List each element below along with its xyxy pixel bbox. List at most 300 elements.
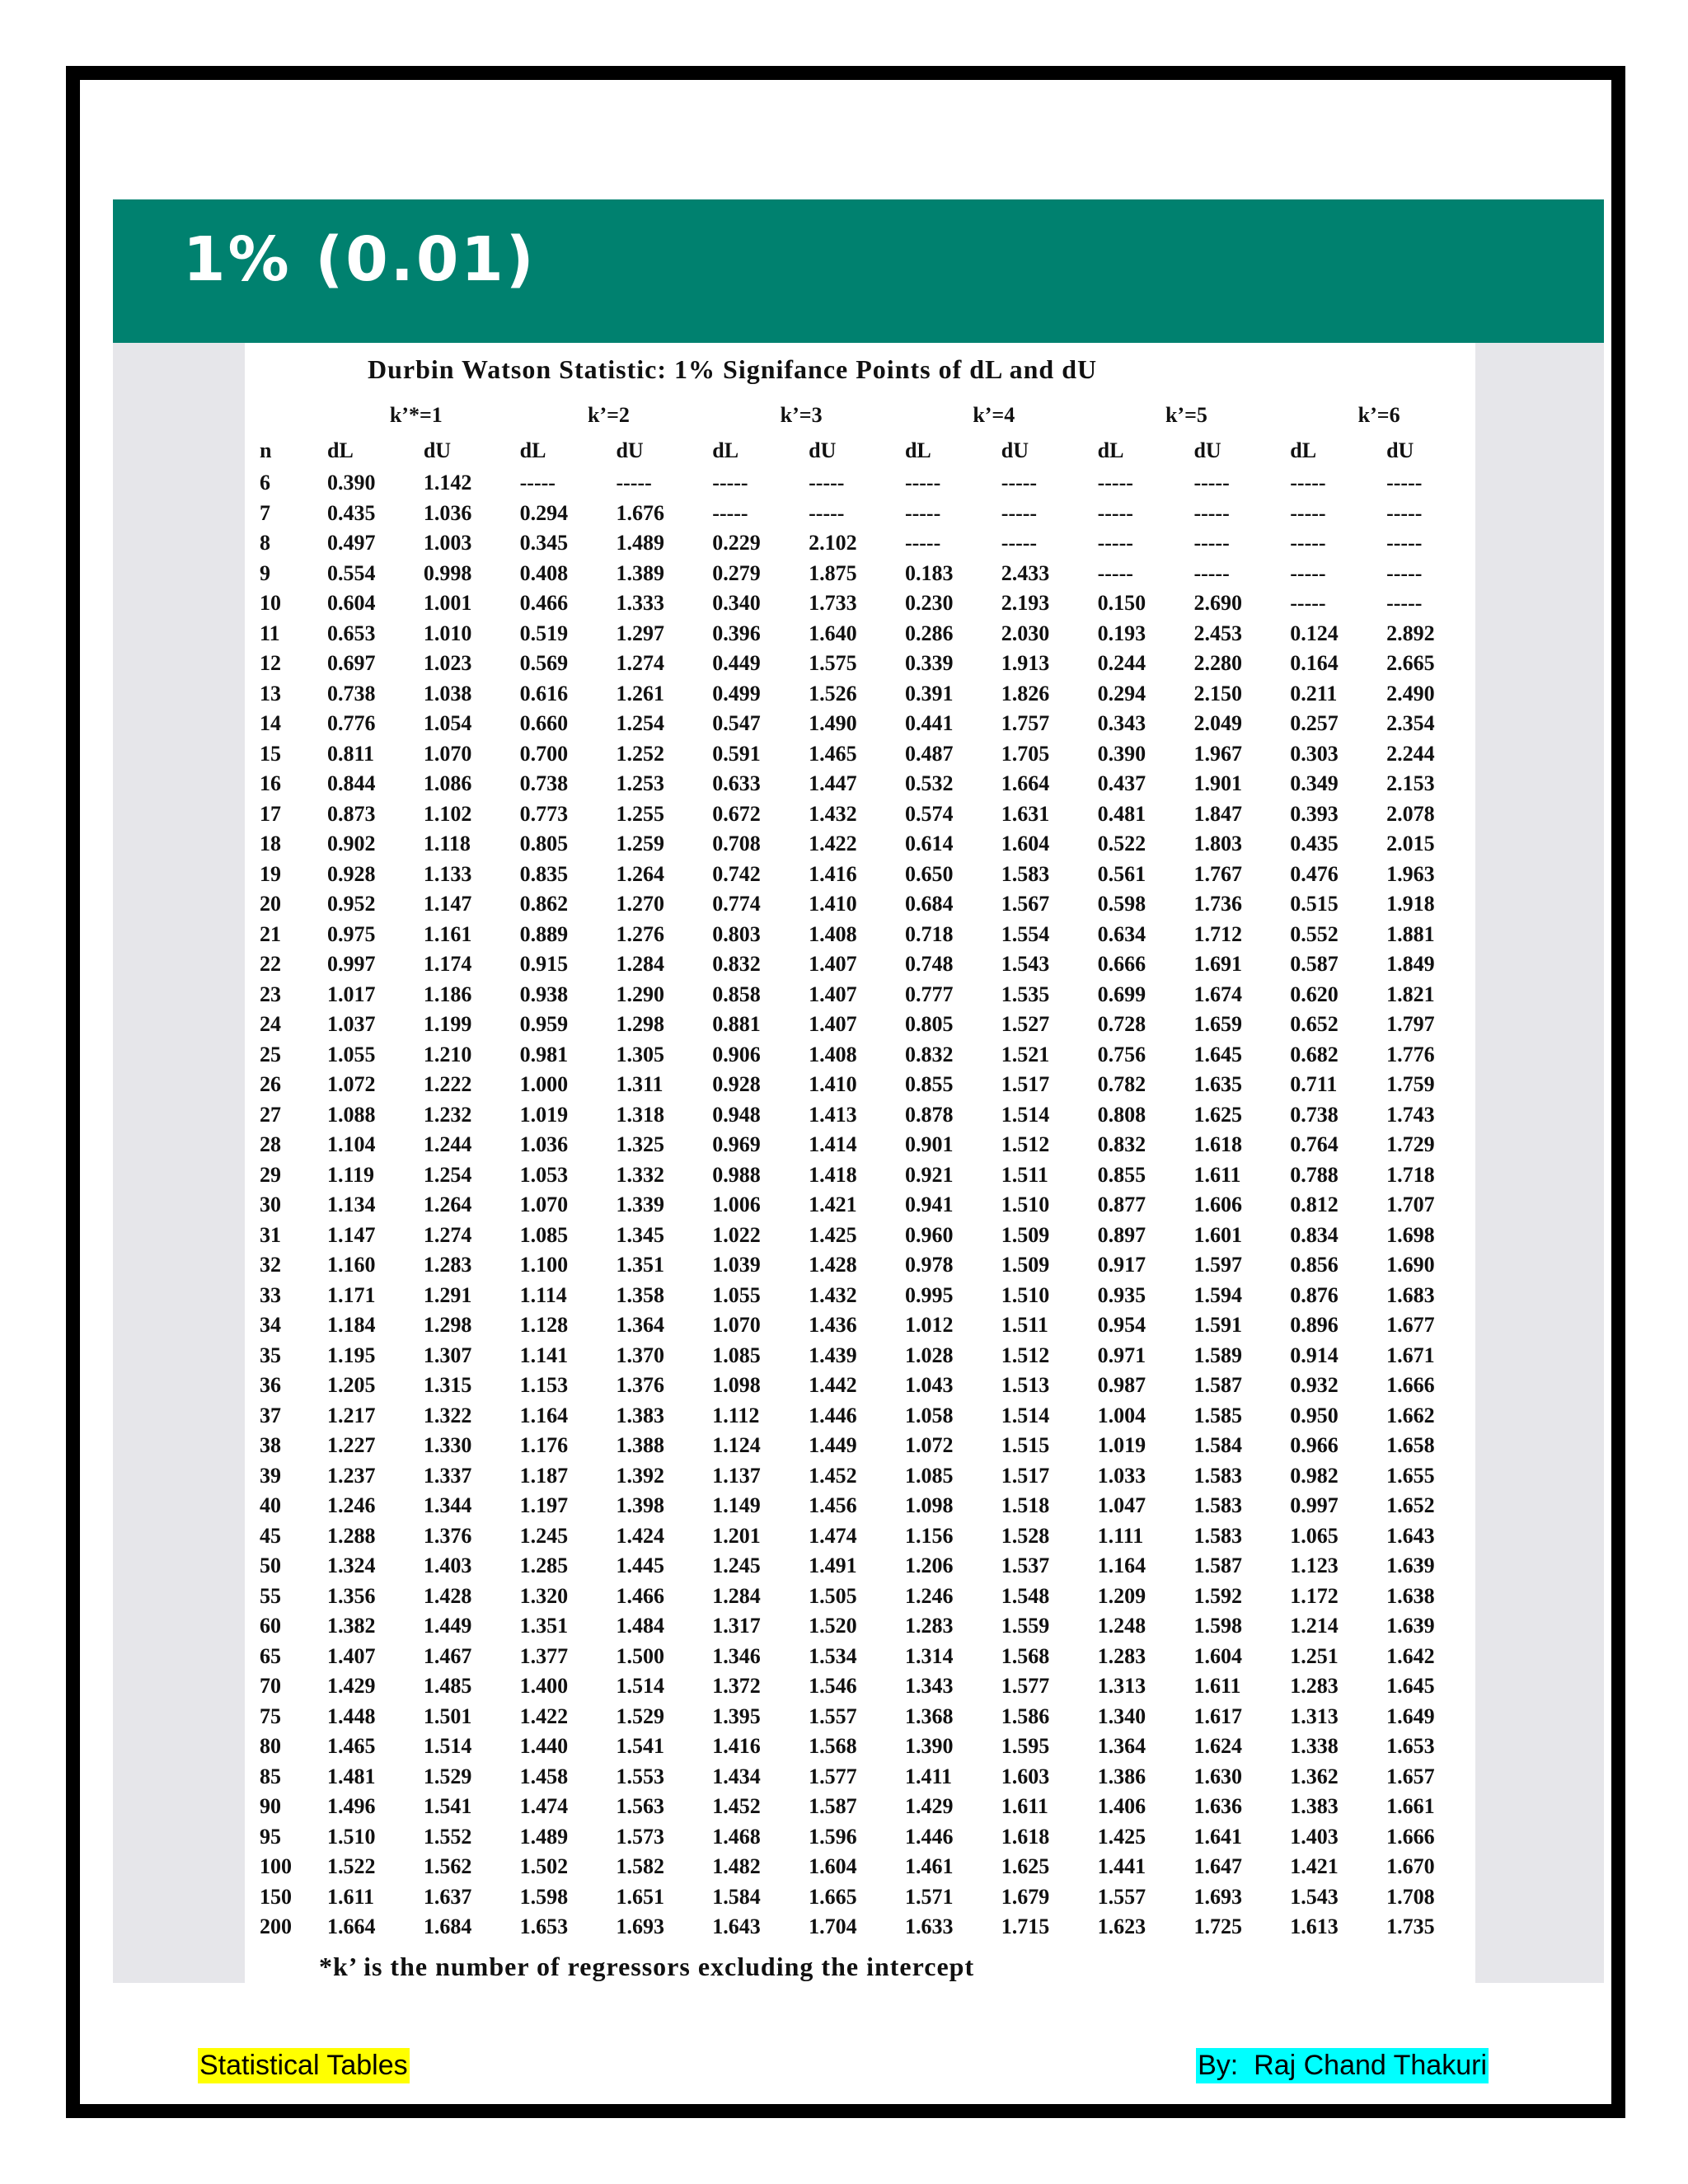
value-cell: 0.835 bbox=[519, 861, 569, 886]
value-cell: 0.876 bbox=[1290, 1282, 1339, 1307]
value-cell: 0.396 bbox=[712, 621, 761, 645]
value-cell: 1.036 bbox=[519, 1132, 569, 1157]
value-cell: 1.718 bbox=[1386, 1162, 1435, 1187]
value-cell: 1.693 bbox=[1193, 1884, 1242, 1909]
value-cell: 1.017 bbox=[326, 982, 376, 1006]
value-cell: 1.514 bbox=[1001, 1102, 1050, 1127]
value-cell: 1.246 bbox=[904, 1583, 954, 1608]
value-cell: 0.487 bbox=[904, 741, 954, 766]
value-cell: 1.439 bbox=[809, 1343, 857, 1367]
value-cell: 1.276 bbox=[616, 921, 664, 946]
value-cell: 1.283 bbox=[1097, 1643, 1146, 1668]
value-cell: 1.535 bbox=[1001, 982, 1050, 1006]
footer-left-label: Statistical Tables bbox=[198, 2048, 410, 2083]
value-cell: 1.088 bbox=[326, 1102, 376, 1127]
value-cell: 1.039 bbox=[712, 1253, 761, 1277]
value-cell: ----- bbox=[809, 500, 845, 525]
value-cell: 1.963 bbox=[1386, 861, 1435, 886]
value-cell: 1.053 bbox=[519, 1162, 569, 1187]
value-cell: 1.665 bbox=[809, 1884, 857, 1909]
value-cell: 0.921 bbox=[904, 1162, 954, 1187]
value-cell: 0.805 bbox=[519, 832, 569, 856]
row-n-cell: 36 bbox=[260, 1373, 281, 1398]
value-cell: 1.693 bbox=[616, 1915, 664, 1939]
value-cell: 1.001 bbox=[423, 591, 472, 616]
value-cell: 1.237 bbox=[326, 1463, 376, 1488]
value-cell: 1.264 bbox=[616, 861, 664, 886]
value-cell: 0.873 bbox=[326, 801, 376, 826]
value-cell: 1.481 bbox=[326, 1764, 376, 1788]
value-cell: 0.975 bbox=[326, 921, 376, 946]
value-cell: 0.532 bbox=[904, 771, 954, 796]
value-cell: 2.153 bbox=[1386, 771, 1435, 796]
value-cell: 1.407 bbox=[326, 1643, 376, 1668]
value-cell: 1.389 bbox=[616, 560, 664, 585]
column-header: n bbox=[260, 438, 272, 462]
value-cell: 1.343 bbox=[904, 1674, 954, 1699]
value-cell: 1.776 bbox=[1386, 1042, 1435, 1066]
table-row bbox=[253, 528, 1475, 559]
value-cell: 1.416 bbox=[712, 1734, 761, 1759]
value-cell: 1.403 bbox=[1290, 1824, 1339, 1849]
value-cell: 1.510 bbox=[1001, 1193, 1050, 1217]
row-n-cell: 80 bbox=[260, 1734, 281, 1759]
k-header-row bbox=[253, 397, 1475, 434]
value-cell: 1.047 bbox=[1097, 1493, 1146, 1518]
value-cell: 1.733 bbox=[809, 591, 857, 616]
value-cell: 1.563 bbox=[616, 1794, 664, 1819]
value-cell: 0.915 bbox=[519, 952, 569, 977]
table-row bbox=[253, 559, 1475, 589]
value-cell: 0.150 bbox=[1097, 591, 1146, 616]
value-cell: 0.832 bbox=[904, 1042, 954, 1066]
value-cell: ----- bbox=[904, 531, 941, 555]
value-cell: 1.662 bbox=[1386, 1403, 1435, 1427]
value-cell: 1.019 bbox=[519, 1102, 569, 1127]
value-cell: 1.803 bbox=[1193, 832, 1242, 856]
value-cell: 1.252 bbox=[616, 741, 664, 766]
value-cell: 1.187 bbox=[519, 1463, 569, 1488]
value-cell: ----- bbox=[1290, 591, 1326, 616]
table-row bbox=[253, 1732, 1475, 1762]
page-title: 1% (0.01) bbox=[183, 224, 537, 295]
value-cell: 1.671 bbox=[1386, 1343, 1435, 1367]
row-n-cell: 39 bbox=[260, 1463, 281, 1488]
value-cell: 1.568 bbox=[1001, 1643, 1050, 1668]
value-cell: 1.500 bbox=[616, 1643, 664, 1668]
value-cell: 1.407 bbox=[809, 952, 857, 977]
row-n-cell: 40 bbox=[260, 1493, 281, 1518]
row-n-cell: 29 bbox=[260, 1162, 281, 1187]
value-cell: 0.805 bbox=[904, 1012, 954, 1037]
value-cell: ----- bbox=[712, 471, 748, 495]
value-cell: 1.603 bbox=[1001, 1764, 1050, 1788]
table-row bbox=[253, 1611, 1475, 1642]
value-cell: 1.587 bbox=[1193, 1554, 1242, 1578]
value-cell: 0.682 bbox=[1290, 1042, 1339, 1066]
value-cell: 1.704 bbox=[809, 1915, 857, 1939]
column-header: dU bbox=[616, 438, 644, 462]
value-cell: 1.320 bbox=[519, 1583, 569, 1608]
value-cell: 0.897 bbox=[1097, 1222, 1146, 1247]
value-cell: 1.502 bbox=[519, 1854, 569, 1879]
table-row bbox=[253, 1070, 1475, 1100]
value-cell: 1.797 bbox=[1386, 1012, 1435, 1037]
value-cell: 1.434 bbox=[712, 1764, 761, 1788]
value-cell: 1.449 bbox=[809, 1433, 857, 1458]
value-cell: 1.529 bbox=[616, 1704, 664, 1728]
value-cell: 0.928 bbox=[712, 1072, 761, 1097]
value-cell: 1.313 bbox=[1097, 1674, 1146, 1699]
value-cell: ----- bbox=[1193, 471, 1230, 495]
value-cell: 1.072 bbox=[326, 1072, 376, 1097]
table-row bbox=[253, 769, 1475, 799]
value-cell: ----- bbox=[519, 471, 556, 495]
value-cell: ----- bbox=[1386, 591, 1423, 616]
value-cell: 1.757 bbox=[1001, 711, 1050, 736]
value-cell: 1.161 bbox=[423, 921, 472, 946]
value-cell: 0.303 bbox=[1290, 741, 1339, 766]
value-cell: 1.554 bbox=[1001, 921, 1050, 946]
row-n-cell: 32 bbox=[260, 1253, 281, 1277]
value-cell: ----- bbox=[1097, 560, 1133, 585]
right-margin-panel bbox=[1475, 343, 1604, 1983]
table-row bbox=[253, 1551, 1475, 1582]
value-cell: 1.637 bbox=[423, 1884, 472, 1909]
value-cell: 1.141 bbox=[519, 1343, 569, 1367]
value-cell: 1.332 bbox=[616, 1162, 664, 1187]
row-n-cell: 90 bbox=[260, 1794, 281, 1819]
value-cell: 1.411 bbox=[904, 1764, 953, 1788]
value-cell: 0.862 bbox=[519, 892, 569, 916]
value-cell: 0.437 bbox=[1097, 771, 1146, 796]
row-n-cell: 13 bbox=[260, 681, 281, 705]
value-cell: 1.253 bbox=[616, 771, 664, 796]
value-cell: 1.358 bbox=[616, 1282, 664, 1307]
footer-author: By: Raj Chand Thakuri bbox=[1196, 2048, 1489, 2083]
row-n-cell: 38 bbox=[260, 1433, 281, 1458]
value-cell: 1.274 bbox=[423, 1222, 472, 1247]
value-cell: 1.398 bbox=[616, 1493, 664, 1518]
value-cell: 1.368 bbox=[904, 1704, 954, 1728]
column-header: dU bbox=[423, 438, 452, 462]
value-cell: 1.512 bbox=[1001, 1132, 1050, 1157]
value-cell: 1.583 bbox=[1193, 1523, 1242, 1548]
value-cell: 1.474 bbox=[519, 1794, 569, 1819]
value-cell: 1.652 bbox=[1386, 1493, 1435, 1518]
value-cell: 1.623 bbox=[1097, 1915, 1146, 1939]
value-cell: 0.978 bbox=[904, 1253, 954, 1277]
value-cell: 0.193 bbox=[1097, 621, 1146, 645]
value-cell: 1.428 bbox=[809, 1253, 857, 1277]
value-cell: 1.639 bbox=[1386, 1614, 1435, 1638]
value-cell: ----- bbox=[1097, 531, 1133, 555]
value-cell: 1.517 bbox=[1001, 1463, 1050, 1488]
value-cell: ----- bbox=[1386, 471, 1423, 495]
value-cell: 1.055 bbox=[712, 1282, 761, 1307]
value-cell: 0.881 bbox=[712, 1012, 761, 1037]
table-row bbox=[253, 799, 1475, 830]
value-cell: 1.370 bbox=[616, 1343, 664, 1367]
value-cell: 1.515 bbox=[1001, 1433, 1050, 1458]
value-cell: 0.650 bbox=[904, 861, 954, 886]
value-cell: 1.577 bbox=[1001, 1674, 1050, 1699]
value-cell: 1.645 bbox=[1386, 1674, 1435, 1699]
value-cell: 1.729 bbox=[1386, 1132, 1435, 1157]
value-cell: 2.030 bbox=[1001, 621, 1050, 645]
column-header-row bbox=[253, 434, 1475, 468]
value-cell: 0.587 bbox=[1290, 952, 1339, 977]
value-cell: 1.338 bbox=[1290, 1734, 1339, 1759]
table-row bbox=[253, 1852, 1475, 1882]
value-cell: 0.803 bbox=[712, 921, 761, 946]
value-cell: 1.586 bbox=[1001, 1704, 1050, 1728]
table-row bbox=[253, 1642, 1475, 1672]
row-n-cell: 9 bbox=[260, 560, 270, 585]
value-cell: 1.653 bbox=[519, 1915, 569, 1939]
value-cell: 0.718 bbox=[904, 921, 954, 946]
table-row bbox=[253, 1310, 1475, 1341]
value-cell: 1.153 bbox=[519, 1373, 569, 1398]
value-cell: ----- bbox=[1097, 500, 1133, 525]
value-cell: 1.416 bbox=[809, 861, 857, 886]
value-cell: 0.782 bbox=[1097, 1072, 1146, 1097]
value-cell: 0.981 bbox=[519, 1042, 569, 1066]
value-cell: 1.677 bbox=[1386, 1313, 1435, 1338]
value-cell: 1.164 bbox=[1097, 1554, 1146, 1578]
value-cell: 1.759 bbox=[1386, 1072, 1435, 1097]
row-n-cell: 33 bbox=[260, 1282, 281, 1307]
value-cell: 1.346 bbox=[712, 1643, 761, 1668]
value-cell: 1.594 bbox=[1193, 1282, 1242, 1307]
value-cell: 1.468 bbox=[712, 1824, 761, 1849]
value-cell: 1.484 bbox=[616, 1614, 664, 1638]
value-cell: 0.211 bbox=[1290, 681, 1338, 705]
value-cell: 0.183 bbox=[904, 560, 954, 585]
value-cell: 0.982 bbox=[1290, 1463, 1339, 1488]
value-cell: 0.914 bbox=[1290, 1343, 1339, 1367]
value-cell: 1.176 bbox=[519, 1433, 569, 1458]
value-cell: 1.305 bbox=[616, 1042, 664, 1066]
value-cell: 1.649 bbox=[1386, 1704, 1435, 1728]
value-cell: 0.896 bbox=[1290, 1313, 1339, 1338]
value-cell: 1.534 bbox=[809, 1643, 857, 1668]
value-cell: ----- bbox=[616, 471, 652, 495]
value-cell: 1.283 bbox=[904, 1614, 954, 1638]
value-cell: 0.435 bbox=[326, 500, 376, 525]
value-cell: 0.345 bbox=[519, 531, 569, 555]
value-cell: 0.598 bbox=[1097, 892, 1146, 916]
value-cell: 0.604 bbox=[326, 591, 376, 616]
value-cell: 1.661 bbox=[1386, 1794, 1435, 1819]
value-cell: 1.119 bbox=[326, 1162, 375, 1187]
value-cell: 1.147 bbox=[423, 892, 472, 916]
value-cell: 1.666 bbox=[1386, 1824, 1435, 1849]
value-cell: 1.036 bbox=[423, 500, 472, 525]
value-cell: 1.641 bbox=[1193, 1824, 1242, 1849]
value-cell: 0.995 bbox=[904, 1282, 954, 1307]
value-cell: 1.658 bbox=[1386, 1433, 1435, 1458]
table-row bbox=[253, 860, 1475, 890]
value-cell: 1.410 bbox=[809, 892, 857, 916]
value-cell: ----- bbox=[1386, 560, 1423, 585]
table-row bbox=[253, 1491, 1475, 1521]
value-cell: 1.186 bbox=[423, 982, 472, 1006]
value-cell: 0.666 bbox=[1097, 952, 1146, 977]
value-cell: 0.522 bbox=[1097, 832, 1146, 856]
value-cell: 0.987 bbox=[1097, 1373, 1146, 1398]
value-cell: 1.546 bbox=[809, 1674, 857, 1699]
value-cell: 1.664 bbox=[1001, 771, 1050, 796]
value-cell: 1.128 bbox=[519, 1313, 569, 1338]
value-cell: 0.620 bbox=[1290, 982, 1339, 1006]
table-panel bbox=[245, 343, 1475, 1983]
value-cell: 1.458 bbox=[519, 1764, 569, 1788]
value-cell: 1.510 bbox=[1001, 1282, 1050, 1307]
value-cell: 1.317 bbox=[712, 1614, 761, 1638]
value-cell: 1.137 bbox=[712, 1463, 761, 1488]
row-n-cell: 15 bbox=[260, 741, 281, 766]
value-cell: 1.010 bbox=[423, 621, 472, 645]
value-cell: 0.515 bbox=[1290, 892, 1339, 916]
value-cell: 1.403 bbox=[423, 1554, 472, 1578]
value-cell: 1.364 bbox=[616, 1313, 664, 1338]
value-cell: 1.318 bbox=[616, 1102, 664, 1127]
value-cell: 1.395 bbox=[712, 1704, 761, 1728]
table-row bbox=[253, 949, 1475, 980]
row-n-cell: 23 bbox=[260, 982, 281, 1006]
value-cell: 1.543 bbox=[1001, 952, 1050, 977]
value-cell: 1.390 bbox=[904, 1734, 954, 1759]
row-n-cell: 37 bbox=[260, 1403, 281, 1427]
value-cell: 0.844 bbox=[326, 771, 376, 796]
value-cell: 0.856 bbox=[1290, 1253, 1339, 1277]
value-cell: 0.728 bbox=[1097, 1012, 1146, 1037]
value-cell: 1.418 bbox=[809, 1162, 857, 1187]
value-cell: 2.665 bbox=[1386, 651, 1435, 676]
value-cell: 0.279 bbox=[712, 560, 761, 585]
value-cell: 1.557 bbox=[1097, 1884, 1146, 1909]
table-row bbox=[253, 619, 1475, 649]
column-header: dU bbox=[1001, 438, 1029, 462]
value-cell: 0.449 bbox=[712, 651, 761, 676]
value-cell: 1.509 bbox=[1001, 1253, 1050, 1277]
value-cell: 1.124 bbox=[712, 1433, 761, 1458]
value-cell: 1.214 bbox=[1290, 1614, 1339, 1638]
value-cell: 1.514 bbox=[1001, 1403, 1050, 1427]
table-row bbox=[253, 649, 1475, 679]
value-cell: 1.526 bbox=[809, 681, 857, 705]
row-n-cell: 60 bbox=[260, 1614, 281, 1638]
table-row bbox=[253, 1521, 1475, 1552]
value-cell: 1.597 bbox=[1193, 1253, 1242, 1277]
value-cell: 1.849 bbox=[1386, 952, 1435, 977]
value-cell: 1.264 bbox=[423, 1193, 472, 1217]
table-row bbox=[253, 1912, 1475, 1943]
value-cell: 1.297 bbox=[616, 621, 664, 645]
value-cell: 0.928 bbox=[326, 861, 376, 886]
table-row bbox=[253, 980, 1475, 1010]
table-row bbox=[253, 1822, 1475, 1853]
k-label: k’=2 bbox=[588, 403, 630, 427]
value-cell: 1.587 bbox=[809, 1794, 857, 1819]
value-cell: 1.647 bbox=[1193, 1854, 1242, 1879]
left-margin-panel bbox=[113, 343, 245, 1983]
value-cell: 0.812 bbox=[1290, 1193, 1339, 1217]
value-cell: 0.699 bbox=[1097, 982, 1146, 1006]
value-cell: 0.855 bbox=[904, 1072, 954, 1097]
value-cell: 0.343 bbox=[1097, 711, 1146, 736]
value-cell: 1.698 bbox=[1386, 1222, 1435, 1247]
value-cell: 0.591 bbox=[712, 741, 761, 766]
value-cell: 0.257 bbox=[1290, 711, 1339, 736]
value-cell: 1.023 bbox=[423, 651, 472, 676]
row-n-cell: 27 bbox=[260, 1102, 281, 1127]
value-cell: 1.611 bbox=[1193, 1674, 1241, 1699]
value-cell: 1.261 bbox=[616, 681, 664, 705]
value-cell: 0.959 bbox=[519, 1012, 569, 1037]
column-header: dU bbox=[1386, 438, 1414, 462]
value-cell: 1.618 bbox=[1001, 1824, 1050, 1849]
value-cell: 1.206 bbox=[904, 1554, 954, 1578]
value-cell: 1.160 bbox=[326, 1253, 376, 1277]
value-cell: ----- bbox=[1193, 560, 1230, 585]
row-n-cell: 6 bbox=[260, 471, 270, 495]
value-cell: ----- bbox=[1386, 500, 1423, 525]
value-cell: ----- bbox=[1290, 531, 1326, 555]
value-cell: 0.738 bbox=[326, 681, 376, 705]
value-cell: 1.184 bbox=[326, 1313, 376, 1338]
value-cell: 1.377 bbox=[519, 1643, 569, 1668]
value-cell: 1.625 bbox=[1193, 1102, 1242, 1127]
value-cell: 2.490 bbox=[1386, 681, 1435, 705]
value-cell: 1.651 bbox=[616, 1884, 664, 1909]
value-cell: 0.552 bbox=[1290, 921, 1339, 946]
value-cell: 1.006 bbox=[712, 1193, 761, 1217]
value-cell: 1.156 bbox=[904, 1523, 954, 1548]
value-cell: ----- bbox=[1001, 471, 1038, 495]
value-cell: 1.086 bbox=[423, 771, 472, 796]
table-row bbox=[253, 1882, 1475, 1913]
value-cell: 1.285 bbox=[519, 1554, 569, 1578]
table-row bbox=[253, 1221, 1475, 1251]
value-cell: 0.408 bbox=[519, 560, 569, 585]
table-title: Durbin Watson Statistic: 1% Signifance Points of dL and dU bbox=[368, 354, 1098, 384]
value-cell: 1.541 bbox=[616, 1734, 664, 1759]
value-cell: 1.589 bbox=[1193, 1343, 1242, 1367]
value-cell: 1.465 bbox=[809, 741, 857, 766]
value-cell: 0.748 bbox=[904, 952, 954, 977]
value-cell: 0.435 bbox=[1290, 832, 1339, 856]
value-cell: 0.834 bbox=[1290, 1222, 1339, 1247]
value-cell: 2.049 bbox=[1193, 711, 1242, 736]
value-cell: 1.821 bbox=[1386, 982, 1435, 1006]
value-cell: 0.877 bbox=[1097, 1193, 1146, 1217]
value-cell: 1.670 bbox=[1386, 1854, 1435, 1879]
value-cell: 1.339 bbox=[616, 1193, 664, 1217]
value-cell: 1.736 bbox=[1193, 892, 1242, 916]
value-cell: 0.466 bbox=[519, 591, 569, 616]
value-cell: 0.497 bbox=[326, 531, 376, 555]
column-header: dL bbox=[326, 438, 354, 462]
value-cell: 0.917 bbox=[1097, 1253, 1146, 1277]
value-cell: 0.997 bbox=[1290, 1493, 1339, 1518]
value-cell: 1.133 bbox=[423, 861, 472, 886]
value-cell: 1.298 bbox=[423, 1313, 472, 1338]
value-cell: 2.690 bbox=[1193, 591, 1242, 616]
value-cell: 2.102 bbox=[809, 531, 857, 555]
value-cell: 1.596 bbox=[809, 1824, 857, 1849]
